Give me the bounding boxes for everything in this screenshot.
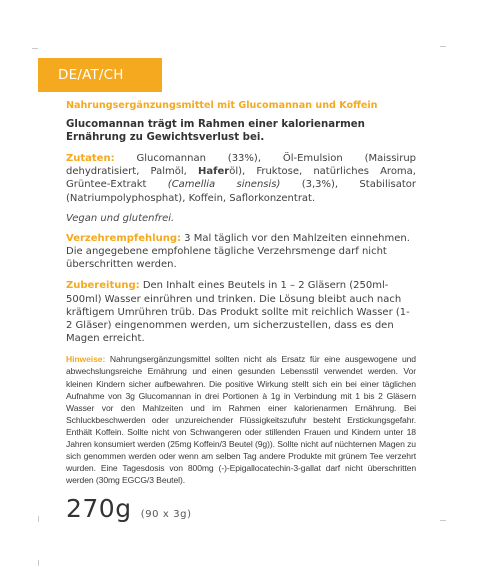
dosage-section (66, 232, 416, 272)
crop-mark (38, 560, 39, 566)
net-weight-detail: (90 x 3g) (140, 508, 192, 520)
botanical-name: (Camellia sinensis) (167, 179, 281, 191)
notes-text: Nahrungsergänzungsmittel sollten nicht als Ersatz für eine ausgewogene und abwechslungsreiche Ernährung und einen gesunden Lebensstil verwendet werden. Vor kleinen Kindern sicher aufbewahren. Die positive Wirkung stellt sich ein bei einer täglichen Aufnahme von 3g Glucomannan in drei Portionen à 1g in Verbindung mit 1 bis 2 Gläsern Wasser vor den Mahlzeiten und im Rahmen einer kalorienarmen Ernährung. Bei Schluckbeschwerden oder unzureichender Flüssigkeitszufuhr besteht Erstickungsgefahr. Enthält Koffein. Sollte nicht von Schwangeren oder stillenden Frauen und Kindern unter 18 Jahren konsumiert werden (25mg Koffein/3 Beutel (9g)). Sollte nicht auf nüchternen Magen zu sich genommen werden oder wenn am selben Tag andere Produkte mit grünem Tee verzehrt wurden. Eine Tagesdosis von 800mg (-)-Epigallocatechin-3-gallat darf nicht überschritten werden (30mg EGCG/3 Beutel). (66, 354, 416, 485)
net-weight-value: 270g (66, 493, 132, 523)
preparation-section (66, 279, 416, 345)
crop-mark (440, 520, 446, 521)
net-weight (66, 494, 416, 523)
allergen-oat: Hafer (198, 166, 230, 178)
dosage-text: 3 Mal täglich vor den Mahlzeiten einnehmen. Die angegebene empfohlene tägliche Verzehrsmenge darf nicht überschritten werden. (66, 232, 410, 271)
ingredients-text-a: Glucomannan (33%), Öl-Emulsion (Maissirup dehydratisiert, Palmöl, (66, 153, 417, 178)
label-content (66, 100, 416, 523)
notes-label: Hinweise: (66, 354, 106, 365)
vegan-statement: Vegan und glutenfrei. (66, 212, 175, 224)
language-banner: DE/AT/CH (38, 58, 162, 92)
notes-section (66, 353, 416, 486)
health-claim: Glucomannan trägt im Rahmen einer kalorienarmen Ernährung zu Gewichtsverlust bei. (66, 119, 365, 143)
ingredients-text-b: öl), Fruktose, natürliches Aroma, Grüntee-Extrakt (66, 166, 416, 191)
preparation-text: Den Inhalt eines Beutels in 1 – 2 Gläsern (250ml-500ml) Wasser einrühren und trinken. Die Lösung bleibt auch nach kräftigem Umrühren trüb. Das Produkt sollte mit reichlich Wasser (1-2 Gläser) eingenommen werden, um sicherzustellen, dass es den Magen erreicht. (66, 280, 410, 345)
crop-mark (32, 48, 38, 49)
ingredients-section (66, 152, 416, 205)
ingredients-label: Zutaten: (66, 153, 115, 164)
product-title: Nahrungsergänzungsmittel mit Glucomannan und Koffein (66, 100, 378, 111)
ingredients-text-c: (3,3%), Stabilisator (Natriumpolyphosphat), Koffein, Saflorkonzentrat. (66, 179, 416, 204)
preparation-label: Zubereitung: (66, 280, 140, 292)
crop-mark (38, 516, 39, 522)
crop-mark (440, 46, 446, 47)
dosage-label: Verzehrempfehlung: (66, 232, 181, 244)
